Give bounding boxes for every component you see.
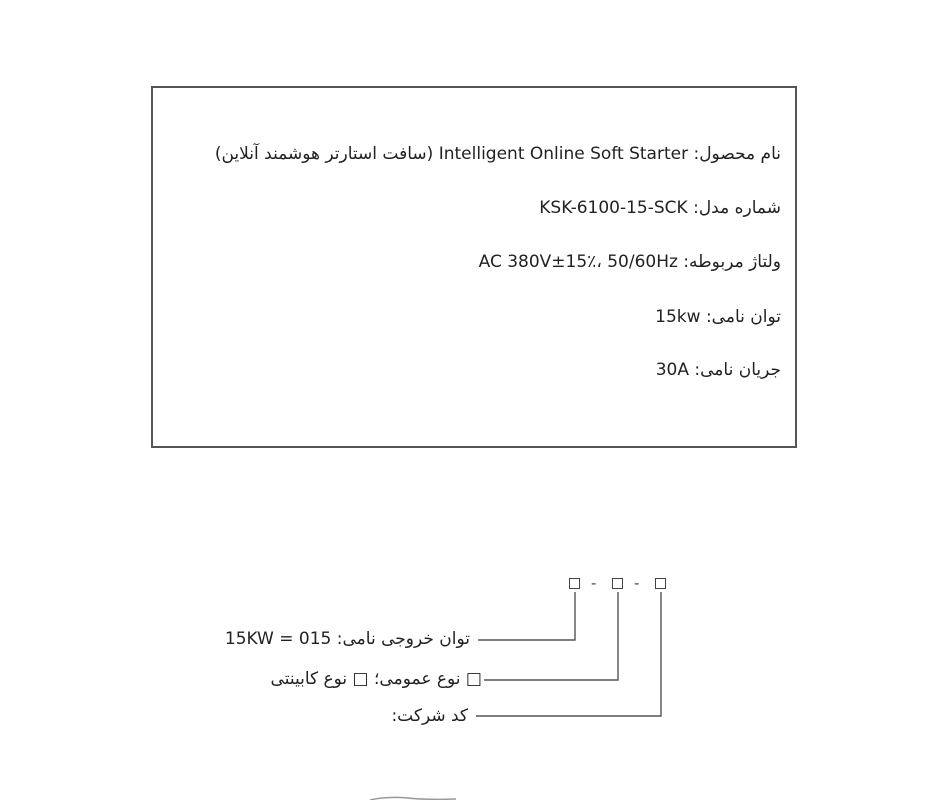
leader-line-power bbox=[478, 592, 575, 640]
leader-line-type bbox=[484, 592, 618, 680]
cropped-text-fragment bbox=[368, 796, 458, 800]
rated-power-line: توان نامی: 15kw bbox=[655, 307, 781, 327]
code-box-3 bbox=[655, 578, 666, 589]
legend-company-code: کد شرکت: bbox=[391, 706, 468, 726]
model-number-line: شماره مدل: KSK-6100-15-SCK bbox=[539, 198, 781, 218]
product-name-line: نام محصول: Intelligent Online Soft Starter (سافت استارتر هوشمند آنلاین) bbox=[214, 144, 781, 164]
code-separator-2: - bbox=[634, 574, 640, 592]
rated-current-line: جریان نامی: 30A bbox=[655, 360, 781, 380]
voltage-line: ولتاژ مربوطه: AC 380V±15٪، 50/60Hz bbox=[478, 252, 781, 272]
legend-type: □ نوع عمومی؛ □ نوع کابینتی bbox=[270, 669, 482, 689]
leader-line-company bbox=[476, 592, 661, 716]
code-box-2 bbox=[612, 578, 623, 589]
legend-rated-output-power: توان خروجی نامی: 015 = 15KW bbox=[224, 629, 470, 649]
code-box-1 bbox=[569, 578, 580, 589]
code-separator-1: - bbox=[591, 574, 597, 592]
